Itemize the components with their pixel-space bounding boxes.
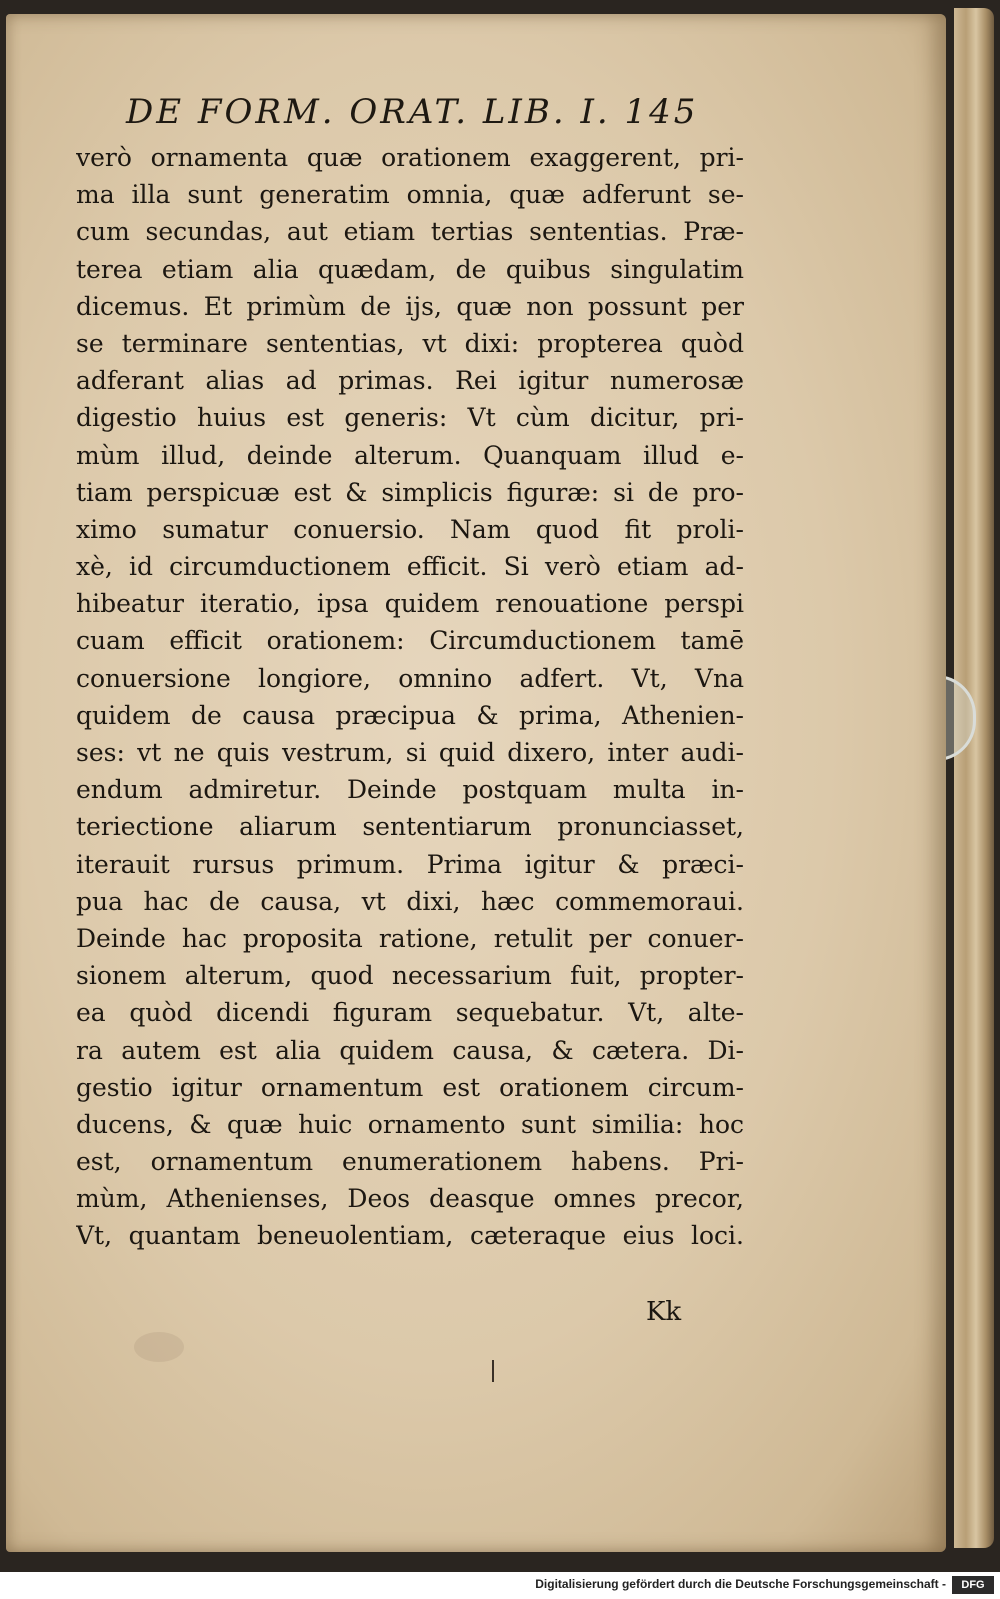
text-block bbox=[76, 139, 744, 1255]
text-line: Deinde hac proposita ratione, retulit per conuer- bbox=[76, 923, 744, 953]
dfg-logo: DFG bbox=[952, 1576, 994, 1594]
text-line: ra autem est alia quidem causa, & cætera. Di- bbox=[76, 1035, 744, 1065]
text-line: mùm, Athenienses, Deos deasque omnes precor, bbox=[76, 1184, 744, 1214]
text-line: terea etiam alia quædam, de quibus singulatim bbox=[76, 254, 744, 284]
text-line: endum admiretur. Deinde postquam multa in- bbox=[76, 775, 744, 805]
text-line: cuam efficit orationem: Circumductionem tamē bbox=[76, 626, 744, 656]
text-line: sionem alterum, quod necessarium fuit, propter- bbox=[76, 961, 744, 991]
ink-stain bbox=[134, 1332, 184, 1362]
text-line: est, ornamentum enumerationem habens. Pri- bbox=[76, 1147, 744, 1177]
text-line: cum secundas, aut etiam tertias sententias. Præ- bbox=[76, 217, 744, 247]
text-line: iterauit rursus primum. Prima igitur & præci- bbox=[76, 849, 744, 879]
book-page bbox=[6, 14, 946, 1552]
text-line: ea quòd dicendi figuram sequebatur. Vt, alte- bbox=[76, 998, 744, 1028]
text-line: digestio huius est generis: Vt cùm dicitur, pri- bbox=[76, 403, 744, 433]
running-head: DE FORM. ORAT. LIB. I. 145 bbox=[126, 92, 699, 132]
ink-mark bbox=[492, 1360, 494, 1382]
text-line: pua hac de causa, vt dixi, hæc commemoraui. bbox=[76, 886, 744, 916]
text-line: verò ornamenta quæ orationem exaggerent, pri- bbox=[76, 143, 744, 172]
text-line: se terminare sententias, vt dixi: propterea quòd bbox=[76, 328, 744, 358]
text-line: ducens, & quæ huic ornamento sunt similia: hoc bbox=[76, 1109, 744, 1139]
text-line: teriectione aliarum sententiarum pronunciasset, bbox=[76, 812, 744, 842]
digitization-credit: Digitalisierung gefördert durch die Deutsche Forschungsgemeinschaft - bbox=[535, 1577, 946, 1591]
footer-bar bbox=[0, 1572, 1000, 1599]
text-line: conuersione longiore, omnino adfert. Vt, Vna bbox=[76, 663, 744, 693]
text-line: gestio igitur ornamentum est orationem circum- bbox=[76, 1072, 744, 1102]
text-line: ses: vt ne quis vestrum, si quid dixero, inter audi- bbox=[76, 738, 744, 767]
text-line: ma illa sunt generatim omnia, quæ adferunt se- bbox=[76, 180, 744, 210]
text-line: quidem de causa præcipua & prima, Athenien- bbox=[76, 700, 744, 730]
text-line: adferant alias ad primas. Rei igitur numerosæ bbox=[76, 366, 744, 396]
catchword: Kk bbox=[646, 1297, 682, 1327]
text-line: Vt, quantam beneuolentiam, cæteraque eius loci. bbox=[76, 1221, 744, 1251]
text-line: dicemus. Et primùm de ijs, quæ non possunt per bbox=[76, 291, 744, 321]
text-line: xè, id circumductionem efficit. Si verò etiam ad- bbox=[76, 552, 744, 582]
text-line: hibeatur iteratio, ipsa quidem renouatione perspi bbox=[76, 589, 744, 619]
page-edge-stack bbox=[954, 8, 994, 1548]
text-line: mùm illud, deinde alterum. Quanquam illud e- bbox=[76, 440, 744, 470]
text-line: ximo sumatur conuersio. Nam quod fit proli- bbox=[76, 514, 744, 544]
text-line: tiam perspicuæ est & simplicis figuræ: si de pro- bbox=[76, 477, 744, 507]
